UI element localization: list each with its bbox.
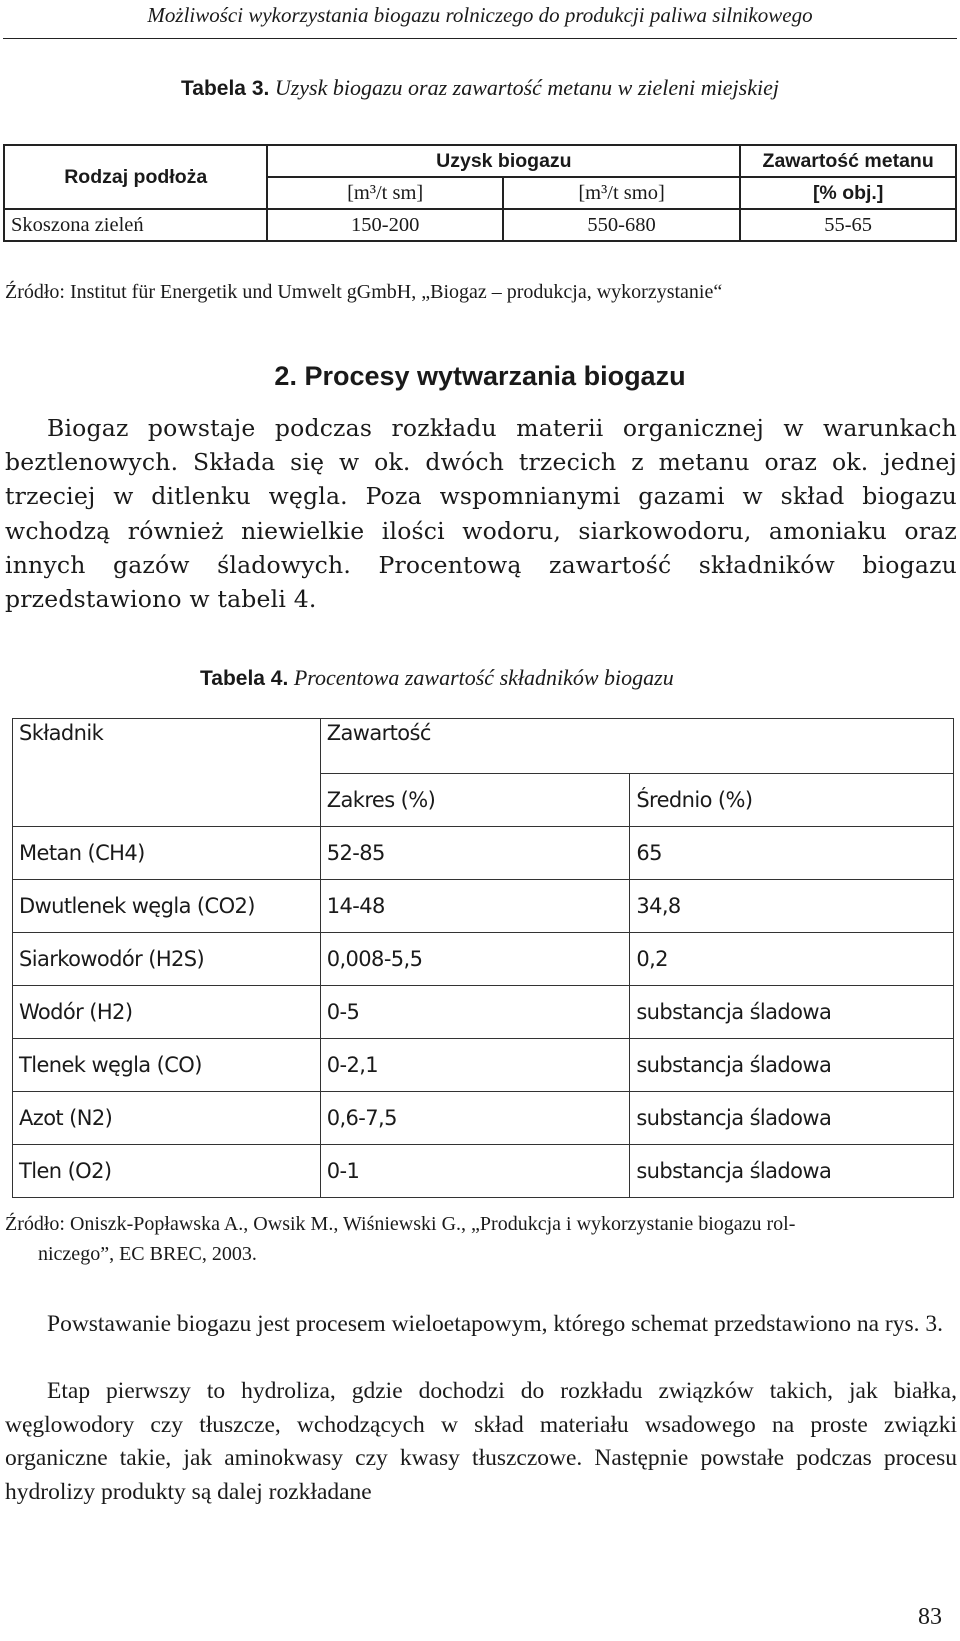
- table4-header-skladnik: Składnik: [13, 719, 321, 774]
- table4-cell-skladnik: Azot (N2): [13, 1092, 321, 1145]
- table3-source: Źródło: Institut für Energetik und Umwelt gGmbH, „Biogaz – produkcja, wykorzystanie“: [5, 281, 723, 303]
- table-row: [13, 1092, 954, 1145]
- table4-header-srednio: Średnio (%): [630, 774, 954, 827]
- table4-caption: [200, 663, 800, 694]
- table4-cell-zakres: 14-48: [320, 880, 630, 933]
- table-row: [13, 933, 954, 986]
- section-paragraph: [5, 411, 957, 616]
- table4: [12, 718, 954, 1198]
- table-row: [13, 827, 954, 880]
- table4-cell-skladnik: Tlenek węgla (CO): [13, 1039, 321, 1092]
- table4-source-line2: niczego”, EC BREC, 2003.: [38, 1243, 257, 1265]
- table3-header-metan-unit: [% obj.]: [740, 177, 956, 209]
- section-paragraph-text: Biogaz powstaje podczas rozkładu materii organicznej w warunkach beztlenowych. Składa się w ok. dwóch trzecich z metanu oraz ok. jednej trzeciej w ditlenku węgla. Poza wspomnianymi gazami w skład biogazu wchodzą również niewielkie ilości wodoru, siarkowodoru, amoniaku oraz innych gazów śladowych. Procentową zawartość składników biogazu przedstawiono w tabeli 4.: [5, 414, 957, 614]
- table3-caption: [0, 73, 960, 104]
- table4-cell-srednio: 0,2: [630, 933, 954, 986]
- table3-cell-smo: 550-680: [503, 209, 740, 241]
- table3-header-unit-sm: [m³/t sm]: [267, 177, 502, 209]
- table3-cell-podloze: Skoszona zieleń: [4, 209, 267, 241]
- table-row: [13, 1039, 954, 1092]
- table4-cell-srednio: substancja śladowa: [630, 1145, 954, 1198]
- table4-header-zakres: Zakres (%): [320, 774, 630, 827]
- table4-cell-skladnik: Siarkowodór (H2S): [13, 933, 321, 986]
- table3-header-uzysk: Uzysk biogazu: [267, 145, 740, 177]
- table4-cell-srednio: substancja śladowa: [630, 1039, 954, 1092]
- table4-label: Tabela 4.: [200, 667, 289, 690]
- body-paragraph-1: [5, 1308, 957, 1342]
- table4-cell-zakres: 0-1: [320, 1145, 630, 1198]
- table3-header-unit-smo: [m³/t smo]: [503, 177, 740, 209]
- table3-header-rodzaj: Rodzaj podłoża: [4, 145, 267, 209]
- table3-cell-sm: 150-200: [267, 209, 502, 241]
- table4-cell-skladnik: Dwutlenek węgla (CO2): [13, 880, 321, 933]
- table4-cell-zakres: 0-2,1: [320, 1039, 630, 1092]
- table4-cell-zakres: 0,008-5,5: [320, 933, 630, 986]
- table3-cell-metan: 55-65: [740, 209, 956, 241]
- table-row: [13, 1145, 954, 1198]
- body-paragraph-1-text: Powstawanie biogazu jest procesem wieloetapowym, którego schemat przedstawiono na rys. 3.: [47, 1311, 944, 1337]
- table4-cell-srednio: substancja śladowa: [630, 986, 954, 1039]
- section-title: 2. Procesy wytwarzania biogazu: [274, 361, 686, 391]
- table4-cell-skladnik: Wodór (H2): [13, 986, 321, 1039]
- table-row: [13, 880, 954, 933]
- table3: [3, 144, 957, 242]
- table4-title: Procentowa zawartość składników biogazu: [293, 665, 674, 690]
- table4-cell-zakres: 0,6-7,5: [320, 1092, 630, 1145]
- table4-header-zawartosc: Zawartość: [320, 719, 953, 774]
- table4-cell-srednio: 65: [630, 827, 954, 880]
- table4-header-blank: [13, 774, 321, 827]
- table4-cell-zakres: 52-85: [320, 827, 630, 880]
- table3-label: Tabela 3.: [181, 77, 270, 100]
- table4-cell-srednio: 34,8: [630, 880, 954, 933]
- table3-header-metan: Zawartość metanu: [740, 145, 956, 177]
- table3-title: Uzysk biogazu oraz zawartość metanu w zieleni miejskiej: [274, 75, 779, 100]
- table4-cell-zakres: 0-5: [320, 986, 630, 1039]
- body-paragraph-2: [5, 1375, 957, 1509]
- running-header: Możliwości wykorzystania biogazu rolniczego do produkcji paliwa silnikowego: [147, 3, 813, 27]
- table4-cell-skladnik: Tlen (O2): [13, 1145, 321, 1198]
- table4-cell-srednio: substancja śladowa: [630, 1092, 954, 1145]
- page-number: 83: [918, 1604, 942, 1630]
- table-row: [13, 986, 954, 1039]
- table4-source-line1: Źródło: Oniszk-Popławska A., Owsik M., Wiśniewski G., „Produkcja i wykorzystanie biogazu rol-: [5, 1213, 796, 1235]
- body-paragraph-2-text: Etap pierwszy to hydroliza, gdzie dochodzi do rozkładu związków takich, jak białka, węglowodory czy tłuszcze, wchodzących w skład materiału wsadowego na proste związki organiczne takie, jak aminokwasy czy kwasy tłuszczowe. Następnie powstałe podczas procesu hydrolizy produkty są dalej rozkładane: [5, 1378, 957, 1505]
- table-row: [4, 209, 956, 241]
- table4-cell-skladnik: Metan (CH4): [13, 827, 321, 880]
- header-rule: [3, 38, 957, 39]
